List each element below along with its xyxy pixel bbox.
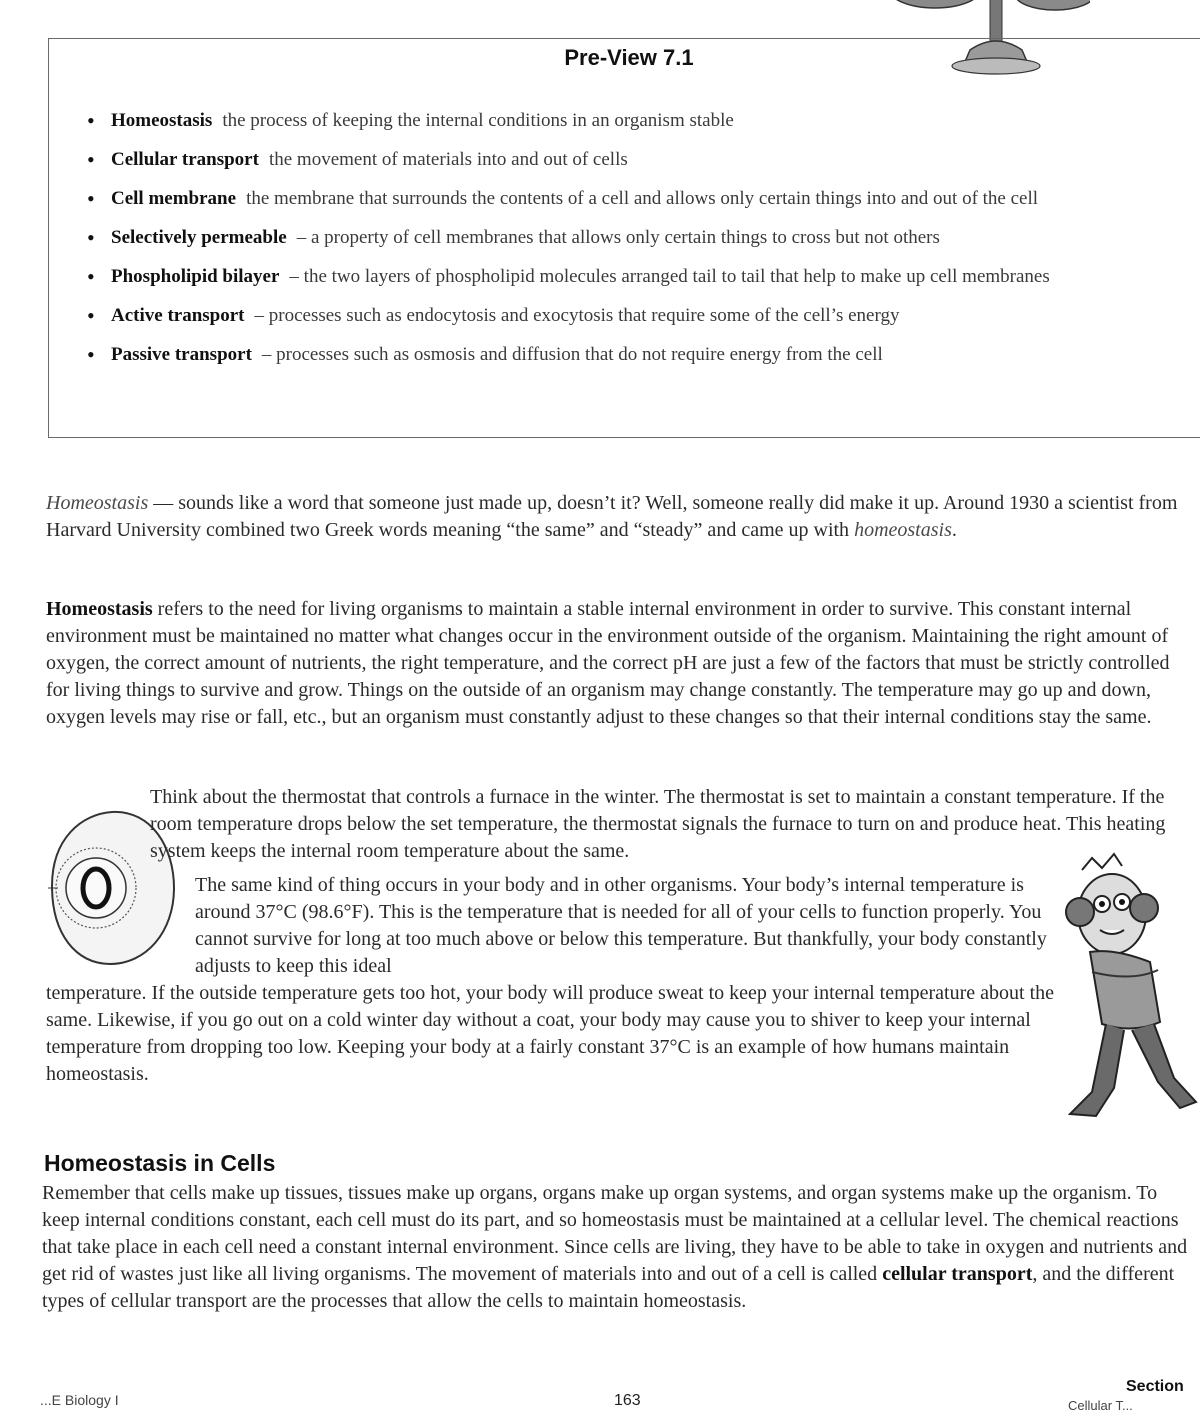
shivering-man-cartoon [1062,852,1200,1132]
cells-paragraph: Remember that cells make up tissues, tissues make up organs, organs make up organ systems, and organ systems make up the organism. To keep internal conditions constant, each cell must do its part, and so homeostasis must be maintained at a cellular level. The chemical reactions that take place in each cell need a constant internal environment. Since cells are living, they have to be able to take in oxygen and nutrients and get rid of wastes just like all living organisms. The movement of materials into and out of a cell is called cellular transport, and the different types of cellular transport are the processes that allow the cells to maintain homeostasis. [42,1182,1188,1312]
definition: the membrane that surrounds the contents of a cell and allows only certain things into and out of the cell [246,188,1039,209]
definition: – the two layers of phospholipid molecules arranged tail to tail that help to make up cell membranes [289,266,1050,287]
vocabulary-list [87,109,1197,382]
list-item [87,343,1197,367]
term: Passive transport [111,344,252,365]
body-temperature-paragraph-continued: temperature. If the outside temperature gets too hot, your body will produce sweat to keep your internal temperature about the same. Likewise, if you go out on a cold winter day without a coat, your body may cause you to shiver to keep your internal temperature from dropping too low. Keeping your body at a fairly constant 37°C is an example of how humans maintain homeostasis. [46,982,1054,1085]
definition: the movement of materials into and out of cells [268,149,628,170]
thermostat-paragraph: Think about the thermostat that controls a furnace in the winter. The thermostat is set to maintain a constant temperature. If the room temperature drops below the set temperature, the thermostat signals the furnace to turn on and produce heat. This heating system keeps the internal room temperature about the same. [150,786,1166,862]
bold-term: cellular transport [882,1263,1033,1285]
term: Phospholipid bilayer [111,266,280,287]
list-item [87,226,1197,250]
page-number: 163 [614,1392,641,1409]
preview-box [48,38,1200,438]
term: Selectively permeable [111,227,287,248]
definition: – processes such as endocytosis and exocytosis that require some of the cell’s energy [254,305,900,326]
term: Active transport [111,305,245,326]
definition-paragraph: Homeostasis refers to the need for living organisms to maintain a stable internal environment in order to survive. This constant internal environment must be maintained no matter what changes occur in the environment outside of the organism. Maintaining the right amount of oxygen, the correct amount of nutrients, the right temperature, and the correct pH are just a few of the factors that must be strictly controlled for living things to survive and grow. Things on the outside of an organism may change constantly. The temperature may go up and down, oxygen levels may rise or fall, etc., but an organism must constantly adjust to these changes so that their internal conditions stay the same. [46,598,1170,728]
list-item [87,148,1197,172]
footer-chapter: Cellular T... [1068,1398,1133,1413]
intro-paragraph: Homeostasis — sounds like a word that someone just made up, doesn’t it? Well, someone really did make it up. Around 1930 a scientist from Harvard University combined two Greek words meaning “the same” and “steady” and came up with homeostasis. [46,492,1178,541]
list-item [87,109,1197,133]
term: Cell membrane [111,188,237,209]
list-item [87,187,1197,211]
section-heading: Homeostasis in Cells [44,1150,276,1176]
term: Cellular transport [111,149,259,170]
italic-term: Homeostasis [46,492,149,514]
term: Homeostasis [111,110,213,131]
footer-section: Section [1126,1378,1184,1395]
footer-book-title: ...E Biology I [40,1392,119,1408]
preview-title: Pre-View 7.1 [564,45,694,70]
list-item [87,265,1197,289]
definition: – processes such as osmosis and diffusion that do not require energy from the cell [261,344,883,365]
bold-term: Homeostasis [46,598,153,620]
list-item [87,304,1197,328]
definition: the process of keeping the internal conditions in an organism stable [222,110,734,131]
body-temperature-paragraph: The same kind of thing occurs in your body and in other organisms. Your body’s internal temperature is around 37°C (98.6°F). This is the temperature that is needed for all of your cells to function properly. You cannot survive for long at too much above or below this temperature. But thankfully, your body constantly adjusts to keep this ideal [195,874,1047,977]
definition: – a property of cell membranes that allows only certain things to cross but not others [296,227,940,248]
italic-term: homeostasis [854,519,952,541]
